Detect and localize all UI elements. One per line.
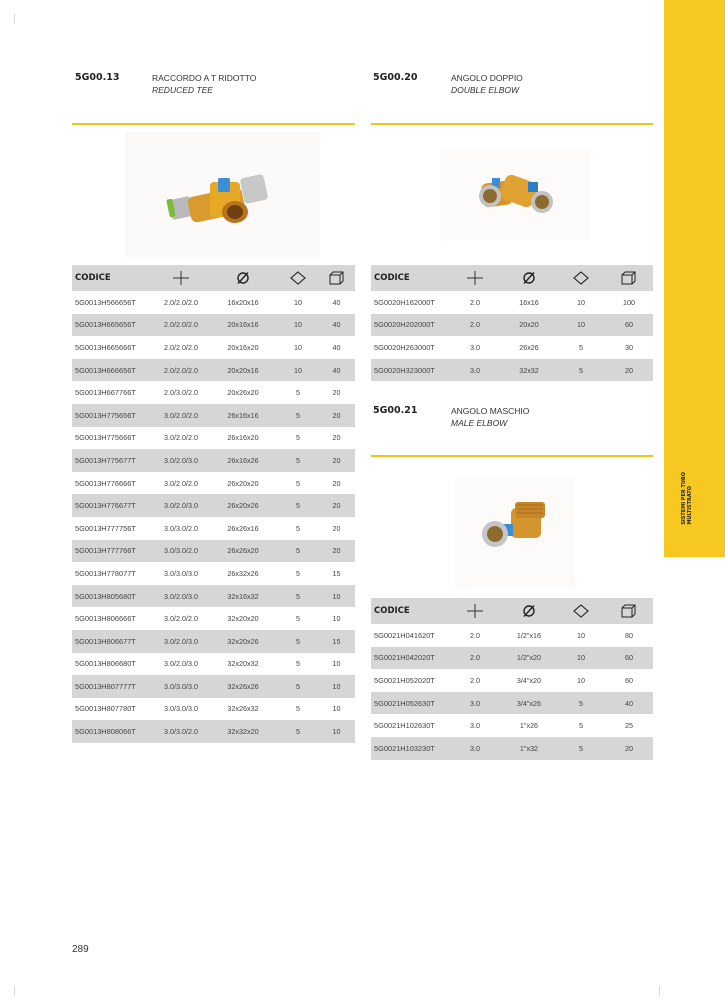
table-row [72, 472, 355, 495]
thickness-cell: 2.0 [470, 630, 480, 640]
thickness-cell: 3.0/2.0/3.0 [154, 494, 208, 517]
product-code-cell: 5G0021H103230T [371, 737, 449, 760]
thickness-cell: 2.0/2.0/2.0 [154, 359, 208, 382]
box-qty-cell: 20 [605, 737, 653, 760]
thickness-cell: 3.0/3.0/3.0 [164, 704, 198, 714]
diameter-cell: 26x20x20 [227, 478, 259, 488]
product-code-cell: 5G0013H807777T [72, 675, 154, 698]
diameter-cell: 1"x32 [501, 737, 557, 760]
table-row [371, 359, 653, 382]
product-code-cell: 5G0013H806680T [75, 659, 136, 669]
pack-qty-cell: 5 [296, 704, 300, 714]
thickness-cell: 3.0/3.0/2.0 [154, 720, 208, 743]
pack-qty-cell: 10 [294, 342, 302, 352]
pack-qty-cell: 5 [296, 659, 300, 669]
product-code-cell: 5G0013H805680T [72, 585, 154, 608]
male-elbow-photo [455, 478, 575, 588]
diameter-cell: 26x16x26 [208, 449, 278, 472]
table-row [371, 314, 653, 337]
box-qty-cell: 60 [625, 675, 633, 685]
product-code-cell: 5G0020H162000T [374, 297, 435, 307]
product-name-it: RACCORDO A T RIDOTTO [152, 73, 257, 83]
box-icon [318, 265, 355, 291]
pack-qty-cell: 5 [278, 494, 318, 517]
box-icon [605, 265, 653, 291]
product-code-cell: 5G0013H666656T [72, 359, 154, 382]
side-tab-label-line1: SISTEMI PER TUBO [681, 472, 687, 525]
box-icon [605, 598, 653, 624]
pack-qty-cell: 5 [278, 404, 318, 427]
spec-table [371, 265, 653, 381]
table-row [371, 692, 653, 715]
box-qty-cell: 40 [332, 342, 341, 352]
crop-mark [650, 986, 660, 996]
table-row [72, 562, 355, 585]
pack-qty-cell: 5 [278, 540, 318, 563]
product-code: 5G00.20 [373, 72, 418, 83]
table-row [72, 359, 355, 382]
table-row [72, 607, 355, 630]
pack-qty-cell: 10 [557, 314, 605, 337]
diameter-icon [501, 598, 557, 624]
pack-qty-cell: 10 [557, 647, 605, 670]
table-header-row [371, 265, 653, 291]
product-code-cell: 5G0013H667766T [75, 388, 136, 398]
thickness-cell: 3.0 [470, 342, 480, 352]
box-qty-cell: 25 [625, 721, 633, 731]
box-qty-cell: 10 [332, 704, 341, 714]
box-qty-cell: 20 [332, 433, 341, 443]
diameter-cell: 20x26x20 [227, 388, 259, 398]
table-row [72, 336, 355, 359]
diameter-cell: 26x26x20 [208, 540, 278, 563]
diameter-cell: 32x26x32 [227, 704, 259, 714]
section-divider [72, 123, 355, 125]
diameter-cell: 1"x26 [519, 721, 539, 731]
thickness-icon [449, 265, 501, 291]
box-qty-cell: 30 [625, 342, 633, 352]
box-qty-cell: 60 [605, 314, 653, 337]
diameter-cell: 3/4"x26 [501, 692, 557, 715]
product-code-cell: 5G0013H775656T [72, 404, 154, 427]
table-row [72, 381, 355, 404]
pack-qty-cell: 5 [579, 342, 583, 352]
product-code-cell: 5G0013H806677T [72, 630, 154, 653]
table-row [72, 630, 355, 653]
product-code-cell: 5G0013H775666T [75, 433, 136, 443]
diameter-cell: 26x16x16 [208, 404, 278, 427]
pack-qty-cell: 5 [296, 433, 300, 443]
diameter-cell: 1/2"x16 [516, 630, 542, 640]
table-row [72, 585, 355, 608]
product-code-cell: 5G0013H566656T [75, 297, 136, 307]
thickness-icon [154, 265, 208, 291]
table-header-code: CODICE [72, 265, 154, 291]
pack-qty-cell: 10 [294, 297, 302, 307]
pack-qty-cell: 10 [278, 314, 318, 337]
pack-qty-cell: 5 [557, 692, 605, 715]
table-header-row [72, 265, 355, 291]
pack-qty-cell: 5 [296, 478, 300, 488]
thickness-cell: 3.0 [470, 721, 480, 731]
thickness-cell: 3.0/2.0/3.0 [154, 630, 208, 653]
box-qty-cell: 40 [332, 297, 341, 307]
product-code-cell: 5G0013H665666T [75, 342, 136, 352]
box-qty-cell: 20 [332, 388, 341, 398]
product-code-cell: 5G0021H041620T [374, 630, 435, 640]
table-row [72, 494, 355, 517]
double-elbow-photo [440, 150, 590, 240]
thickness-cell: 2.0/2.0/2.0 [154, 314, 208, 337]
table-row [72, 427, 355, 450]
diameter-cell: 16x16 [519, 297, 539, 307]
product-code-cell: 5G0021H042020T [371, 647, 449, 670]
thickness-cell: 3.0/2.0/2.0 [164, 433, 198, 443]
pack-qty-cell: 10 [577, 297, 585, 307]
table-row [371, 624, 653, 647]
page-number: 289 [72, 944, 89, 955]
product-code-cell: 5G0013H778077T [75, 568, 136, 578]
crop-mark [14, 986, 24, 996]
box-qty-cell: 10 [332, 614, 341, 624]
box-qty-cell: 15 [332, 568, 341, 578]
pack-qty-cell: 10 [577, 675, 585, 685]
thickness-cell: 2.0 [449, 647, 501, 670]
box-qty-cell: 40 [318, 359, 355, 382]
diameter-cell: 32x26x26 [208, 675, 278, 698]
product-code-cell: 5G0021H052020T [374, 675, 435, 685]
pack-qty-cell: 5 [557, 359, 605, 382]
product-code-cell: 5G0013H806666T [75, 614, 136, 624]
product-code-cell: 5G0013H776666T [75, 478, 136, 488]
diameter-icon [501, 265, 557, 291]
table-row [371, 336, 653, 359]
thickness-cell: 3.0/3.0/3.0 [164, 568, 198, 578]
box-qty-cell: 60 [605, 647, 653, 670]
spec-table [371, 598, 653, 760]
pack-qty-cell: 5 [296, 568, 300, 578]
product-code-cell: 5G0013H776677T [72, 494, 154, 517]
diameter-cell: 32x20x20 [227, 614, 259, 624]
spec-table [72, 265, 355, 743]
product-name-en: REDUCED TEE [152, 85, 213, 95]
box-qty-cell: 20 [318, 540, 355, 563]
diameter-cell: 16x20x16 [227, 297, 259, 307]
thickness-cell: 2.0 [470, 675, 480, 685]
product-code-cell: 5G0013H775677T [72, 449, 154, 472]
product-code: 5G00.21 [373, 405, 418, 416]
diameter-cell: 32x20x32 [227, 659, 259, 669]
table-row [371, 714, 653, 737]
thickness-cell: 3.0/2.0/3.0 [154, 585, 208, 608]
box-qty-cell: 20 [318, 449, 355, 472]
thickness-cell: 3.0 [449, 359, 501, 382]
diameter-cell: 26x26x16 [227, 523, 259, 533]
diameter-cell: 26x16x20 [227, 433, 259, 443]
thickness-cell: 3.0 [449, 737, 501, 760]
box-qty-cell: 80 [625, 630, 633, 640]
diameter-cell: 3/4"x20 [516, 675, 542, 685]
diameter-cell: 32x16x32 [208, 585, 278, 608]
pack-qty-cell: 5 [579, 721, 583, 731]
box-qty-cell: 20 [605, 359, 653, 382]
table-row [72, 314, 355, 337]
thickness-cell: 3.0/2.0/2.0 [164, 478, 198, 488]
diameter-cell: 32x32 [501, 359, 557, 382]
pack-qty-cell: 5 [557, 737, 605, 760]
thickness-cell: 2.0/2.0/2.0 [164, 342, 198, 352]
thickness-cell: 3.0/3.0/2.0 [164, 523, 198, 533]
section-divider [371, 455, 653, 457]
pack-qty-cell: 5 [296, 614, 300, 624]
box-qty-cell: 10 [332, 659, 341, 669]
thickness-cell: 3.0/3.0/3.0 [154, 675, 208, 698]
thickness-cell: 2.0 [470, 297, 480, 307]
table-header-row [371, 598, 653, 624]
diameter-cell: 26x20x26 [208, 494, 278, 517]
product-code-cell: 5G0020H323000T [371, 359, 449, 382]
thickness-cell: 3.0/2.0/2.0 [154, 404, 208, 427]
reduced-tee-photo [125, 132, 320, 257]
pack-icon [278, 265, 318, 291]
product-name-en: DOUBLE ELBOW [451, 85, 520, 95]
pack-icon [557, 598, 605, 624]
section-side-tab-label [681, 472, 709, 525]
box-qty-cell: 20 [332, 523, 341, 533]
diameter-cell: 32x20x26 [208, 630, 278, 653]
box-qty-cell: 10 [318, 675, 355, 698]
thickness-cell: 3.0 [449, 692, 501, 715]
table-row [371, 737, 653, 760]
diameter-cell: 32x32x20 [208, 720, 278, 743]
pack-qty-cell: 5 [278, 720, 318, 743]
thickness-cell: 2.0/2.0/2.0 [164, 297, 198, 307]
product-code-cell: 5G0013H777756T [75, 523, 136, 533]
table-row [72, 540, 355, 563]
thickness-cell: 3.0/2.0/3.0 [154, 449, 208, 472]
box-qty-cell: 10 [318, 585, 355, 608]
table-row [371, 647, 653, 670]
box-qty-cell: 20 [318, 494, 355, 517]
box-qty-cell: 15 [318, 630, 355, 653]
product-code-cell: 5G0021H102630T [374, 721, 435, 731]
product-code: 5G00.13 [75, 72, 120, 83]
diameter-cell: 20x20 [501, 314, 557, 337]
pack-qty-cell: 10 [577, 630, 585, 640]
thickness-icon [449, 598, 501, 624]
table-row [72, 291, 355, 314]
crop-mark [14, 14, 24, 24]
table-row [72, 675, 355, 698]
table-header-code: CODICE [371, 598, 449, 624]
diameter-cell: 26x32x26 [227, 568, 259, 578]
pack-qty-cell: 5 [296, 523, 300, 533]
thickness-cell: 3.0/3.0/2.0 [154, 540, 208, 563]
diameter-cell: 20x16x16 [208, 314, 278, 337]
thickness-cell: 3.0/2.0/3.0 [164, 659, 198, 669]
side-tab-label-line2: MULTISTRATO [687, 486, 693, 525]
table-row [72, 404, 355, 427]
table-row [371, 291, 653, 314]
product-code-cell: 5G0013H807780T [75, 704, 136, 714]
product-code-cell: 5G0013H808066T [72, 720, 154, 743]
box-qty-cell: 20 [318, 404, 355, 427]
product-name-it: ANGOLO MASCHIO [451, 406, 530, 416]
product-code-cell: 5G0013H777766T [72, 540, 154, 563]
thickness-cell: 2.0/3.0/2.0 [164, 388, 198, 398]
table-header-code: CODICE [371, 265, 449, 291]
pack-icon [557, 265, 605, 291]
product-code-cell: 5G0020H263000T [374, 342, 435, 352]
pack-qty-cell: 5 [278, 585, 318, 608]
table-row [371, 669, 653, 692]
table-row [72, 698, 355, 721]
diameter-cell: 20x16x20 [227, 342, 259, 352]
product-name-it: ANGOLO DOPPIO [451, 73, 523, 83]
table-row [72, 517, 355, 540]
diameter-cell: 1/2"x20 [501, 647, 557, 670]
pack-qty-cell: 5 [296, 388, 300, 398]
section-divider [371, 123, 653, 125]
pack-qty-cell: 5 [278, 449, 318, 472]
pack-qty-cell: 5 [278, 675, 318, 698]
box-qty-cell: 20 [332, 478, 341, 488]
thickness-cell: 3.0/2.0/2.0 [164, 614, 198, 624]
diameter-icon [208, 265, 278, 291]
product-code-cell: 5G0020H202000T [371, 314, 449, 337]
pack-qty-cell: 10 [278, 359, 318, 382]
table-row [72, 653, 355, 676]
product-name-en: MALE ELBOW [451, 418, 508, 428]
box-qty-cell: 10 [318, 720, 355, 743]
box-qty-cell: 40 [318, 314, 355, 337]
diameter-cell: 26x26 [519, 342, 539, 352]
table-row [72, 720, 355, 743]
diameter-cell: 20x20x16 [208, 359, 278, 382]
pack-qty-cell: 5 [278, 630, 318, 653]
box-qty-cell: 40 [605, 692, 653, 715]
product-code-cell: 5G0021H052630T [371, 692, 449, 715]
thickness-cell: 2.0 [449, 314, 501, 337]
table-row [72, 449, 355, 472]
product-code-cell: 5G0013H665656T [72, 314, 154, 337]
box-qty-cell: 100 [623, 297, 635, 307]
